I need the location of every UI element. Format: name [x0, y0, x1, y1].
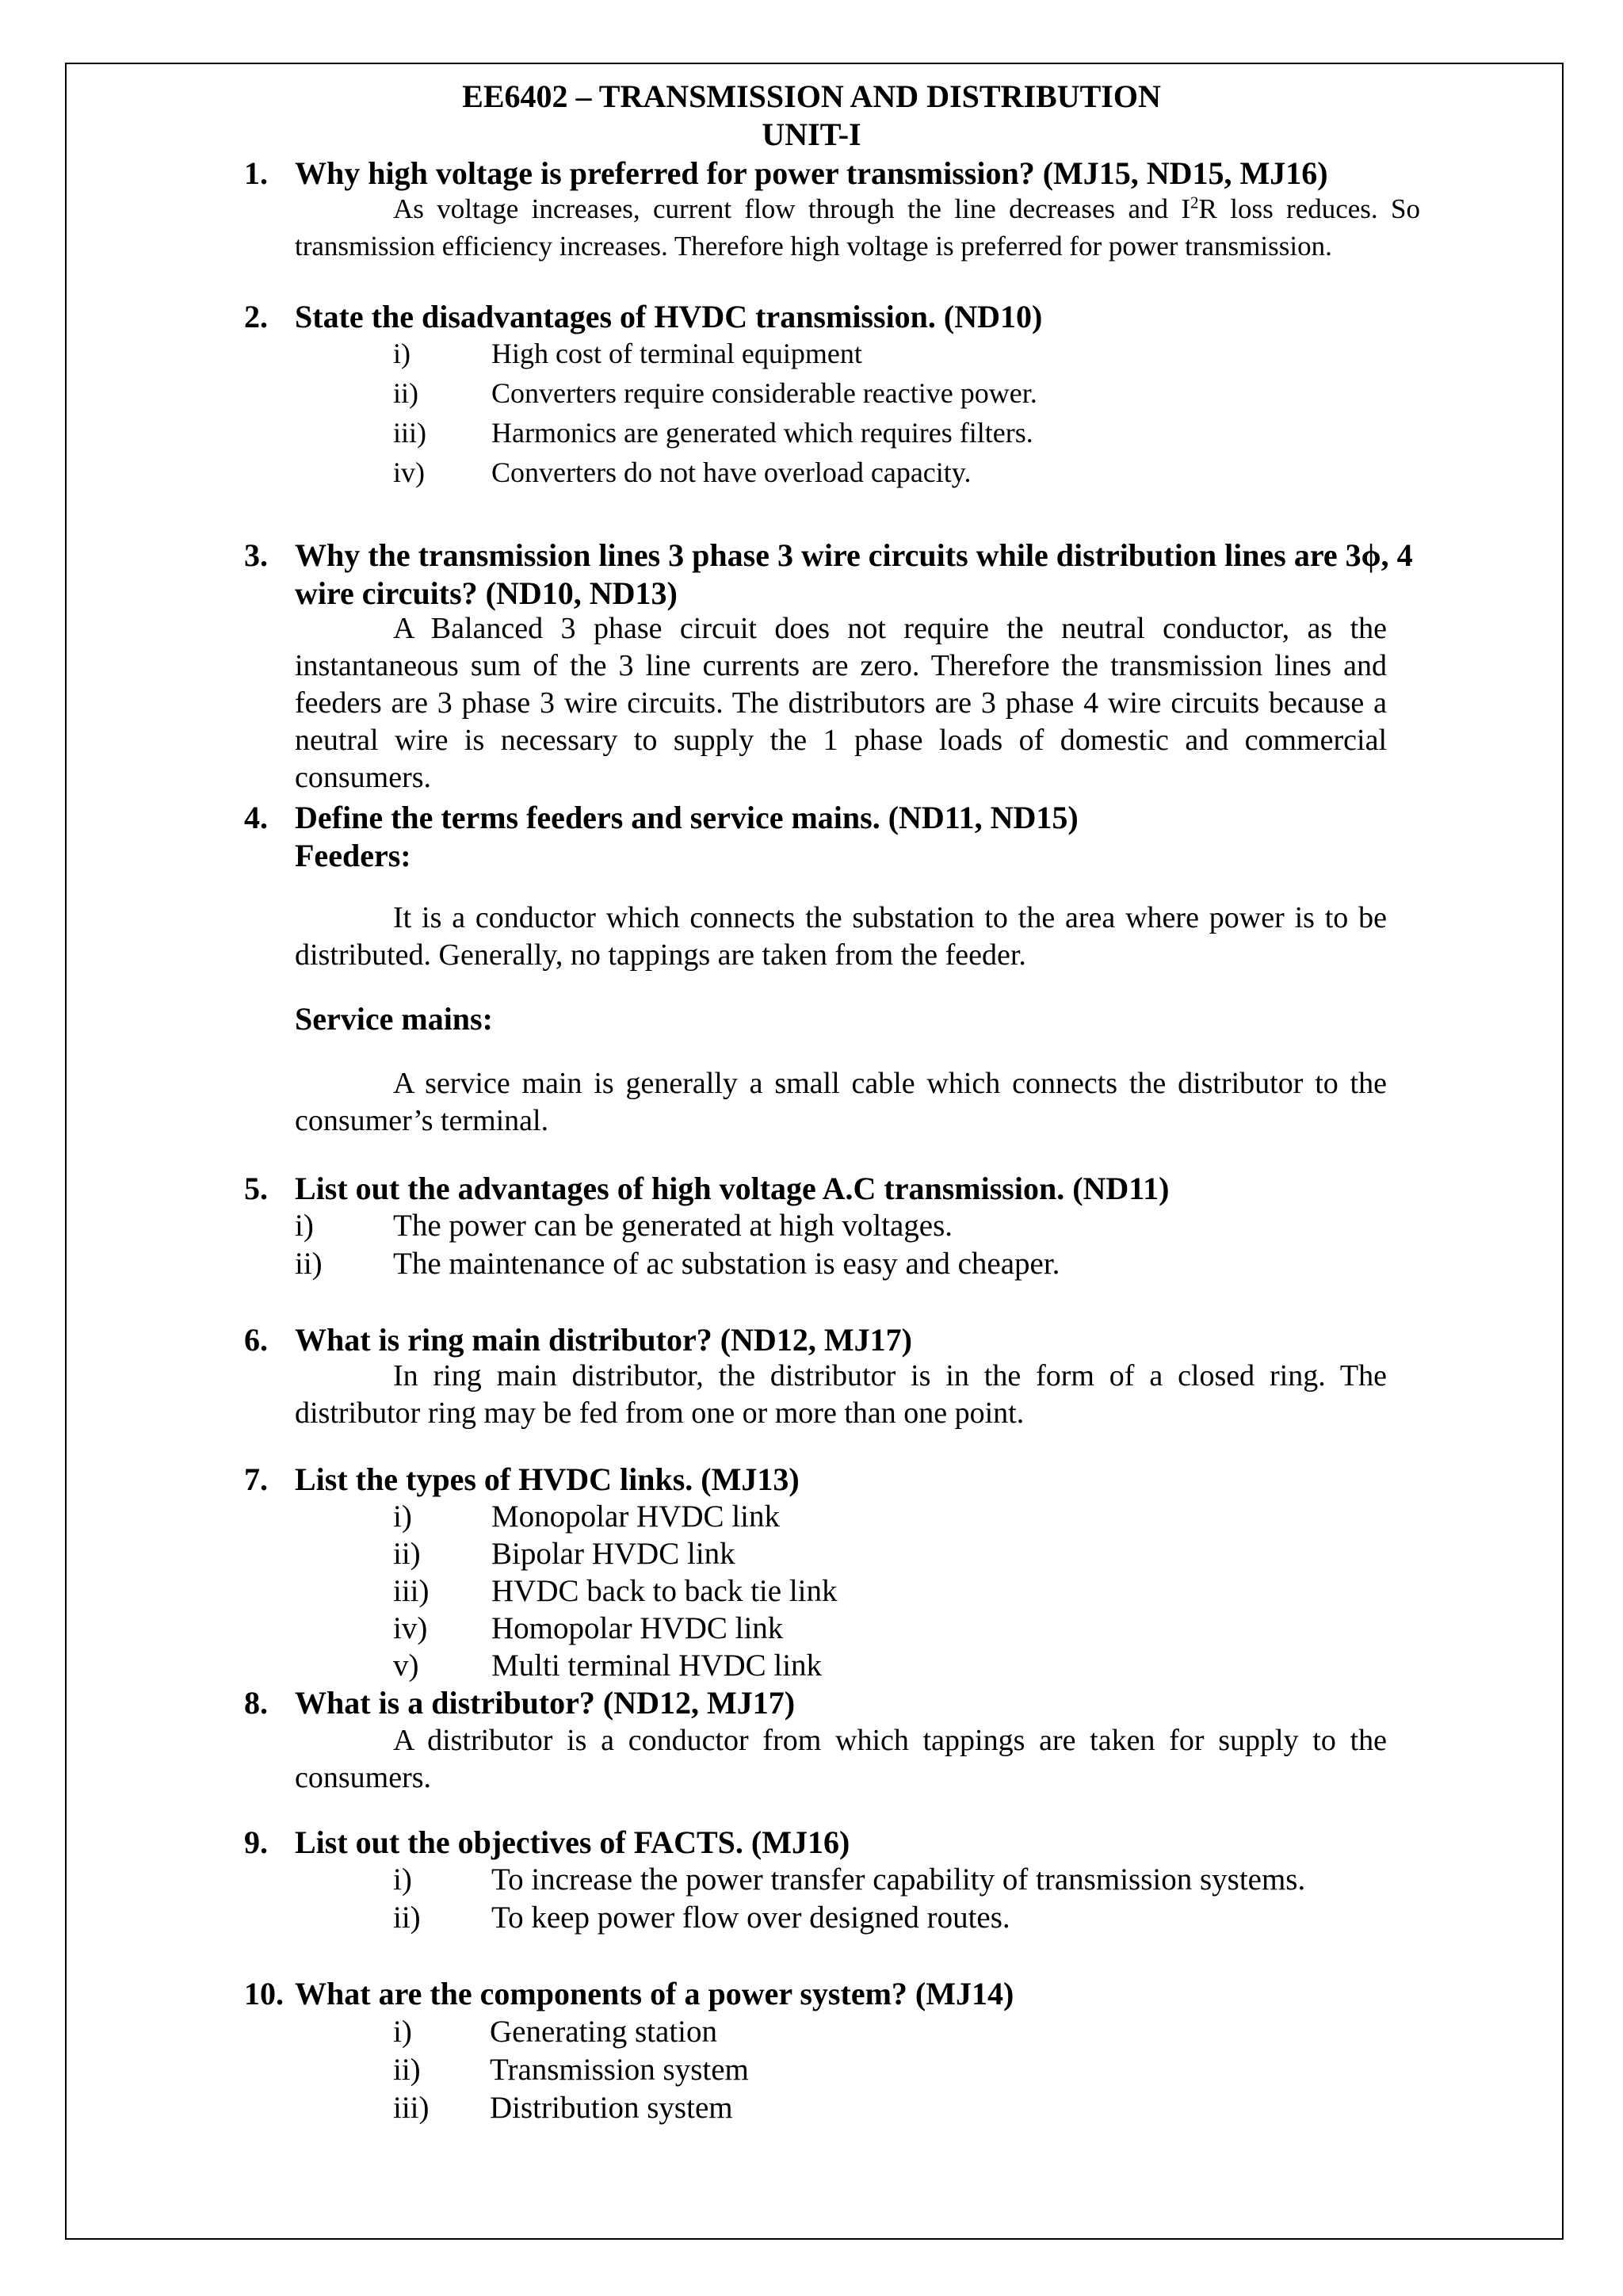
subheading-feeders: Feeders: [295, 838, 411, 873]
question-text: List the types of HVDC links. (MJ13) [295, 1461, 800, 1497]
list-marker: i) [393, 2015, 412, 2049]
question-text: State the disadvantages of HVDC transmission. (ND10) [295, 299, 1043, 334]
answer-text-part: As voltage increases, current flow through the line decreases and I [393, 193, 1191, 224]
answer-text-part: R loss reduces. So transmission efficiency increases. Therefore high voltage is preferred for power transmission. [295, 193, 1420, 262]
question-text: Why high voltage is preferred for power transmission? (MJ15, ND15, MJ16) [295, 155, 1328, 191]
list-marker: i) [295, 1209, 314, 1243]
question-number: 7. [244, 1461, 268, 1497]
list-marker: ii) [393, 1901, 421, 1935]
question-text: Why the transmission lines 3 phase 3 wire circuits while distribution lines are 3ϕ, 4 wire circuits? (ND10, ND13) [295, 537, 1413, 611]
list-marker: ii) [295, 1247, 323, 1281]
answer-text: A distributor is a conductor from which tappings are taken for supply to the consumers. [295, 1724, 1387, 1794]
unit-title: UNIT-I [762, 117, 861, 152]
list-item: Transmission system [490, 2053, 749, 2087]
question-text: Define the terms feeders and service mains. (ND11, ND15) [295, 800, 1079, 835]
question-number: 3. [244, 537, 268, 573]
question-text: What are the components of a power system? (MJ14) [295, 1976, 1014, 2011]
course-title: EE6402 – TRANSMISSION AND DISTRIBUTION [462, 78, 1161, 114]
subheading-service-mains: Service mains: [295, 1001, 493, 1037]
list-marker: iii) [393, 417, 426, 449]
list-marker: iv) [393, 457, 425, 488]
list-item: Distribution system [490, 2091, 733, 2125]
question-number: 4. [244, 800, 268, 835]
list-item: To increase the power transfer capability of transmission systems. [491, 1862, 1306, 1897]
answer-text: A service main is generally a small cable which connects the distributor to the consumer’s terminal. [295, 1067, 1387, 1137]
list-item: Homopolar HVDC link [491, 1611, 784, 1645]
list-item: The power can be generated at high voltages. [393, 1209, 953, 1243]
list-item: Converters require considerable reactive power. [491, 377, 1037, 409]
question-number: 6. [244, 1322, 268, 1358]
question-number: 9. [244, 1824, 268, 1860]
list-item: Generating station [490, 2015, 717, 2049]
list-marker: ii) [393, 1537, 421, 1571]
superscript: 2 [1190, 193, 1199, 212]
question-text: What is ring main distributor? (ND12, MJ17) [295, 1322, 912, 1358]
answer-text: In ring main distributor, the distributor is in the form of a closed ring. The distributor ring may be fed from one or more than one point. [295, 1359, 1387, 1430]
list-marker: i) [393, 1499, 412, 1534]
list-marker: i) [393, 338, 411, 369]
list-item: The maintenance of ac substation is easy and cheaper. [393, 1247, 1060, 1281]
question-number: 2. [244, 299, 268, 334]
question-number: 5. [244, 1171, 268, 1206]
list-item: Harmonics are generated which requires filters. [491, 417, 1033, 449]
question-text: What is a distributor? (ND12, MJ17) [295, 1685, 796, 1721]
list-item: To keep power flow over designed routes. [491, 1901, 1010, 1935]
list-item: HVDC back to back tie link [491, 1574, 838, 1608]
list-item: Monopolar HVDC link [491, 1499, 780, 1534]
answer-text: It is a conductor which connects the substation to the area where power is to be distributed. Generally, no tappings are taken from the feeder. [295, 901, 1387, 972]
question-number: 8. [244, 1685, 268, 1721]
question-text: List out the objectives of FACTS. (MJ16) [295, 1824, 850, 1860]
list-marker: v) [393, 1648, 419, 1683]
list-marker: iv) [393, 1611, 428, 1645]
question-text: List out the advantages of high voltage A.C transmission. (ND11) [295, 1171, 1170, 1206]
list-item: Converters do not have overload capacity. [491, 457, 972, 488]
answer-text: A Balanced 3 phase circuit does not require the neutral conductor, as the instantaneous sum of the 3 line currents are zero. Therefore the transmission lines and feeders are 3 phase 3 wire circuits. The distributors are 3 phase 4 wire circuits because a neutral wire is necessary to supply the 1 phase loads of domestic and commercial consumers. [295, 612, 1387, 794]
list-marker: iii) [393, 1574, 430, 1608]
list-item: Multi terminal HVDC link [491, 1648, 823, 1683]
list-marker: iii) [393, 2091, 430, 2125]
question-number: 10. [244, 1976, 284, 2011]
list-item: Bipolar HVDC link [491, 1537, 735, 1571]
list-marker: ii) [393, 377, 418, 409]
list-item: High cost of terminal equipment [491, 338, 862, 369]
list-marker: ii) [393, 2053, 421, 2087]
question-number: 1. [244, 155, 268, 191]
answer-text [295, 190, 1420, 265]
list-marker: i) [393, 1862, 412, 1897]
